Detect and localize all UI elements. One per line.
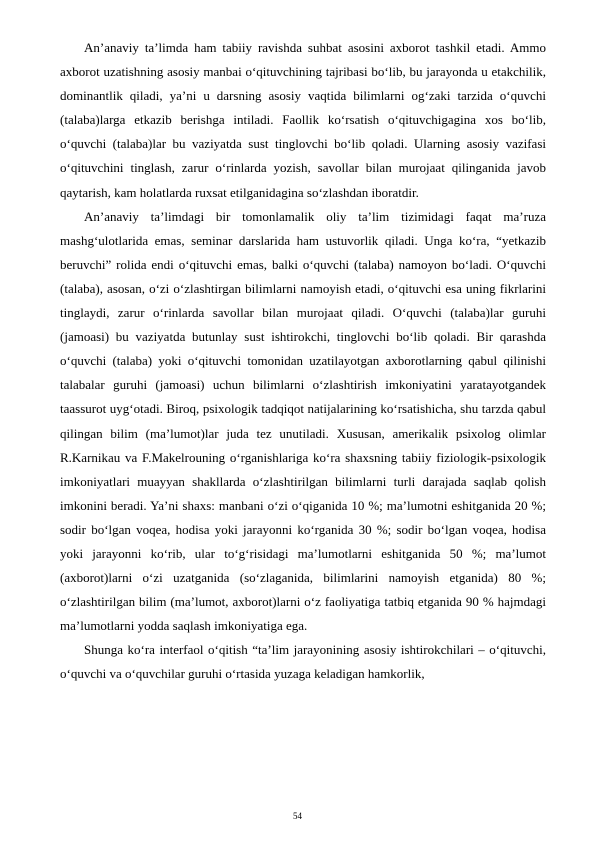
page-number: 54: [293, 811, 302, 821]
paragraph-3: Shunga ko‘ra interfaol o‘qitish “ta’lim jarayonining asosiy ishtirokchilari – o‘qituvchi, o‘quvchi va o‘quvchilar guruhi o‘rtasida yuzaga keladigan hamkorlik,: [60, 642, 546, 682]
body-text: [60, 36, 546, 687]
paragraph-2: An’anaviy ta’limdagi bir tomonlamalik oliy ta’lim tizimidagi faqat ma’ruza mashg‘ulotlarida emas, seminar darslarida ham ustuvorlik qiladi. Unga ko‘ra, “yetkazib beruvchi” rolida endi o‘qituvchi emas, balki o‘quvchi (talaba) namoyon bo‘ladi. O‘quvchi (talaba), asosan, o‘zi o‘zlashtirgan bilimlarni namoyish etadi, o‘qituvchi esa uning fikrlarini tinglaydi, zarur o‘rinlarda savollar bilan murojaat qiladi. O‘quvchi (talaba)lar guruhi (jamoasi) bu vaziyatda butunlay sust ishtirokchi, tinglovchi bo‘lib qoladi. Bir qarashda o‘quvchi (talaba) yoki o‘qituvchi tomonidan uzatilayotgan axborotlarning qabul qilinishi talabalar guruhi (jamoasi) uchun bilimlarni o‘zlashtirish imkoniyatini yaratayotgandek taassurot uyg‘otadi. Biroq, psixologik tadqiqot natijalarining ko‘rsatishicha, shu tarzda qabul qilingan bilim (ma’lumot)lar juda tez unutiladi. Xususan, amerikalik psixolog olimlar R.Karnikau va F.Makelrouning o‘rganishlariga ko‘ra shaxsning tabiiy fiziologik-psixologik imkoniyatlari muayyan shakllarda o‘zlashtirilgan bilimlarni turli darajada saqlab qolish imkonini beradi. Ya’ni shaxs: manbani o‘zi o‘qiganida 10 %; ma’lumotni eshitganida 20 %; sodir bo‘lgan voqea, hodisa yoki jarayonni ko‘rganida 30 %; sodir bo‘lgan voqea, hodisa yoki jarayonni ko‘rib, ular to‘g‘risidagi ma’lumotlarni eshitganida 50 %; ma’lumot (axborot)larni o‘zi uzatganida (so‘zlaganida, bilimlarini namoyish etganida) 80 %; o‘zlashtirilgan bilim (ma’lumot, axborot)larni o‘z faoliyatiga tatbiq etganida 90 % hajmdagi ma’lumotlarni yodda saqlash imkoniyatiga ega.: [60, 208, 546, 634]
paragraph-1: An’anaviy ta’limda ham tabiiy ravishda suhbat asosini axborot tashkil etadi. Ammo axborot uzatishning asosiy manbai o‘qituvchining tajribasi bo‘lib, bu jarayonda u etakchilik, dominantlik qiladi, ya’ni u darsning asosiy vaqtida bilimlarni og‘zaki tarzida o‘quvchi (talaba)larga etkazib berishga intiladi. Faollik ko‘rsatish o‘qituvchigagina xos bo‘lib, o‘quvchi (talaba)lar bu vaziyatda sust tinglovchi bo‘lib qoladi. Ularning asosiy vazifasi o‘qituvchini tinglash, zarur o‘rinlarda yozish, savollar bilan murojaat qilinganida javob qaytarish, kam holatlarda ruxsat etilganidagina so‘zlashdan iboratdir.: [60, 40, 546, 200]
